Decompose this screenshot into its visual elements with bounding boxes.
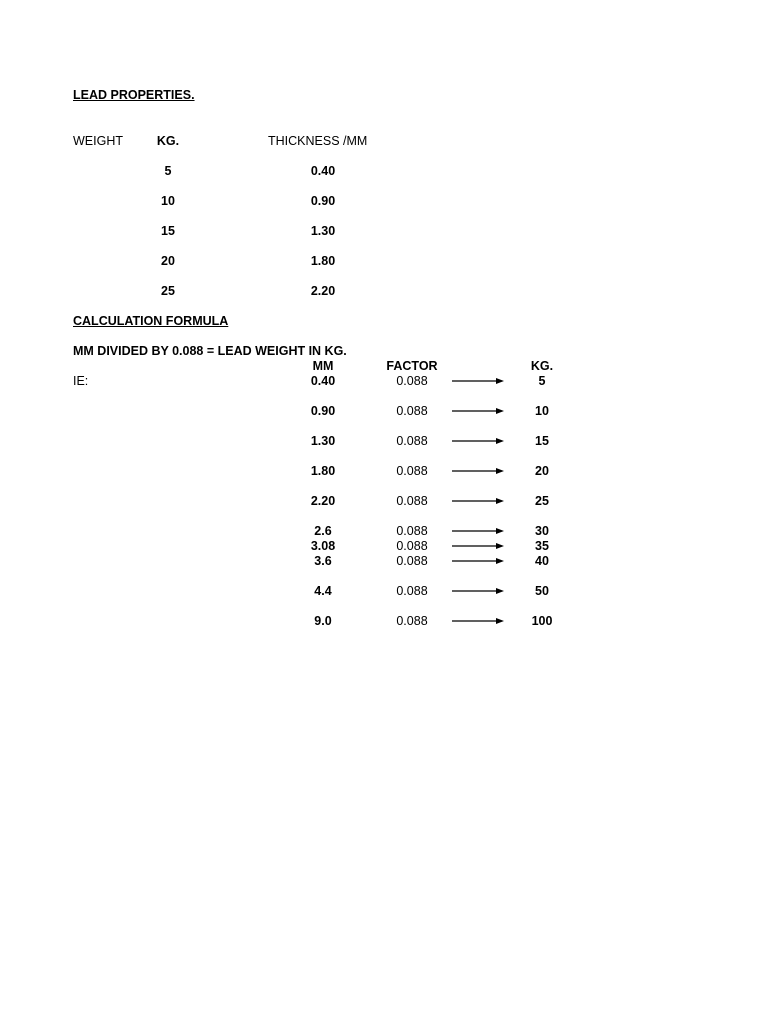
table2-mm-cell: 3.6 (314, 554, 332, 568)
thickness-column-header: THICKNESS /MM (268, 134, 368, 148)
table2-factor-cell: 0.088 (396, 554, 428, 568)
table1-mm-cell: 0.90 (310, 194, 336, 208)
table1-kg-cell: 15 (161, 224, 175, 238)
kg-column-header: KG. (530, 359, 554, 373)
table2-factor-cell: 0.088 (396, 404, 428, 418)
table1-kg-cell: 5 (164, 164, 172, 178)
table2-mm-cell: 9.0 (314, 614, 332, 628)
page-heading: LEAD PROPERTIES. (73, 88, 195, 102)
table2-kg-cell: 50 (535, 584, 549, 598)
right-arrow-icon (452, 437, 504, 445)
table2-kg-cell: 100 (531, 614, 553, 628)
table2-kg-cell: 30 (535, 524, 549, 538)
table1-kg-cell: 20 (161, 254, 175, 268)
table2-kg-cell: 40 (535, 554, 549, 568)
table1-mm-cell: 1.80 (310, 254, 336, 268)
kg-column-header: KG. (156, 134, 180, 148)
table1-mm-cell: 0.40 (310, 164, 336, 178)
table2-factor-cell: 0.088 (396, 614, 428, 628)
table2-kg-cell: 10 (535, 404, 549, 418)
table2-factor-cell: 0.088 (396, 524, 428, 538)
table2-factor-cell: 0.088 (396, 494, 428, 508)
table2-factor-cell: 0.088 (396, 464, 428, 478)
right-arrow-icon (452, 587, 504, 595)
table2-kg-cell: 25 (535, 494, 549, 508)
table1-kg-cell: 25 (161, 284, 175, 298)
table2-factor-cell: 0.088 (396, 539, 428, 553)
table2-kg-cell: 15 (535, 434, 549, 448)
table1-mm-cell: 2.20 (310, 284, 336, 298)
table2-factor-cell: 0.088 (396, 374, 428, 388)
table2-kg-cell: 5 (538, 374, 546, 388)
table2-mm-cell: 3.08 (310, 539, 336, 553)
right-arrow-icon (452, 617, 504, 625)
right-arrow-icon (452, 407, 504, 415)
table2-factor-cell: 0.088 (396, 434, 428, 448)
right-arrow-icon (452, 557, 504, 565)
ie-label: IE: (73, 374, 89, 388)
table2-mm-cell: 1.30 (310, 434, 336, 448)
right-arrow-icon (452, 527, 504, 535)
table2-mm-cell: 0.40 (310, 374, 336, 388)
table2-kg-cell: 20 (535, 464, 549, 478)
formula-heading: CALCULATION FORMULA (73, 314, 229, 328)
table2-mm-cell: 4.4 (314, 584, 332, 598)
table2-mm-cell: 1.80 (310, 464, 336, 478)
table2-mm-cell: 2.20 (310, 494, 336, 508)
table2-mm-cell: 0.90 (310, 404, 336, 418)
table1-kg-cell: 10 (161, 194, 175, 208)
table2-kg-cell: 35 (535, 539, 549, 553)
table2-factor-cell: 0.088 (396, 584, 428, 598)
right-arrow-icon (452, 467, 504, 475)
table2-mm-cell: 2.6 (314, 524, 332, 538)
right-arrow-icon (452, 377, 504, 385)
factor-column-header: FACTOR (386, 359, 438, 373)
weight-column-label: WEIGHT (73, 134, 123, 148)
mm-column-header: MM (312, 359, 334, 373)
right-arrow-icon (452, 497, 504, 505)
formula-text: MM DIVIDED BY 0.088 = LEAD WEIGHT IN KG. (73, 344, 347, 358)
table1-mm-cell: 1.30 (310, 224, 336, 238)
right-arrow-icon (452, 542, 504, 550)
